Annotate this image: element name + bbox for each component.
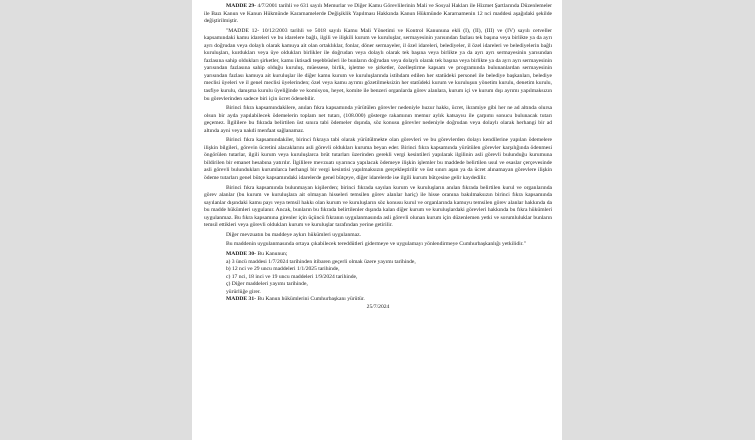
document-page <box>192 0 562 440</box>
article-30 <box>204 251 552 259</box>
quoted-paragraph: Birinci fıkra kapsamındakiler, birinci fıkraya tabi olarak yürütülmekte olan görevleri ve bu görevlerden dolayı kendilerine yapılan ödemelere ilişkin bilgileri, görevin ücretini alacaklarını asli görevli oldukları kuruma beyan eder. Birinci fıkra kapsamında yürütülen görevler karşılığında ödenmesi öngörülen tutarlar, ilgili kurum veya kuruluşlarca brüt tutarları üzerinden gerekli vergi kesintileri yapılarak ilgilinin asli görevli bulunduğu kurumuna bildirilen bir emanet hesabına yatırılır. İlgililere mevzuatı uyarınca yapılacak ödemeye ilişkin işlemler bu maddede belirtilen usul ve esaslar çerçevesinde asli görevli bulundukları kurumlarca herhangi bir vergi kesintisi yapılmaksızın gerçekleştirilir ve üst sınırı aşan ya da ücret alınamayan görevlere ilişkin ödeme tutarları genel bütçe kapsamındaki idarelerde genel bütçeye, diğer idarelerde ise ilgili kurum bütçesine gelir kaydedilir. <box>204 137 552 182</box>
article-31-lead: MADDE 31- <box>226 296 256 303</box>
quoted-paragraph: Birinci fıkra kapsamındakilere, anılan fıkra kapsamında yürütülen görevler nedeniyle huzur hakkı, ücret, ikramiye gibi her ne ad altında olursa olsun bir ayda yapılabilecek ödemelerin toplam net tutarı, (108.000) gösterge rakamının memur aylık katsayısı ile çarpımı sonucu bulunacak tutarı geçemez. İlgililere bu fıkrada belirtilen üst sınıra tabi ödemeler dışında, söz konusu görevler nedeniyle doğrudan veya dolaylı olarak herhangi bir ad altında ayni veya nakdi menfaat sağlanamaz. <box>204 105 552 134</box>
article-31-text: Bu Kanun hükümlerini Cumhurbaşkanı yürütür. <box>256 296 365 303</box>
article-30-item: b) 12 nci ve 29 uncu maddeleri 1/1/2025 tarihinde, <box>226 266 340 273</box>
article-29-text: 4/7/2001 tarihli ve 631 sayılı Memurlar ve Diğer Kamu Görevlilerinin Mali ve Sosyal Hakları ile Hizmet Şartlarında Düzenlemeler ile Bazı Kanun ve Kanun Hükmünde Kararnamelerde Değişiklik Yapılması Hakkında Kanun Hükmünde Kararnamenin 12 nci maddesi aşağıdaki şekilde değiştirilmiştir. <box>204 3 552 25</box>
article-29-lead: MADDE 29- <box>226 3 257 9</box>
article-29 <box>204 3 552 26</box>
quoted-paragraph: Bu maddenin uygulanmasında ortaya çıkabilecek tereddütleri gidermeye ve uygulamayı yönlendirmeye Cumhurbaşkanlığı yetkilidir." <box>226 241 526 248</box>
quoted-paragraph: Birinci fıkra kapsamında bulunmayan kişilerden; birinci fıkrada sayılan kurum ve kuruluşların anılan fıkrada belirtilen kurul ve organlarında görev alanlar (bu kurum ve kuruluşlara ait olmayan hisseleri temsilen görev alanlar hariç) ile hisse oranına bakılmaksızın birinci fıkra kapsamında sayılanlar dışındaki kamu payı veya temsil hakkı olan kurum ve kuruluşların söz konusu kurul ve organlarında kamuyu temsilen görev alanlar hakkında da bu madde hükümleri uygulanır. Ancak, bunların bu fıkrada belirtilenler dışında kalan diğer kurum ve kuruluşlardaki görevleri hakkında bu fıkra hükümleri uygulanmaz. Bu fıkra kapsamına girenler için üçüncü fıkranın uygulanmasında asli görevli olunan kurum için düzenlemen yetki ve sorumluluklar bunların temsil ettikleri veya görevli oldukları kurum ve kuruluşlar tarafından yerine getirilir. <box>204 184 552 229</box>
quoted-paragraph: Diğer mevzuatın bu maddeye aykırı hükümleri uygulanmaz. <box>226 231 361 238</box>
article-30-text: Bu Kanunun; <box>256 250 288 257</box>
article-30-item: c) 17 nci, 18 inci ve 19 uncu maddeleri 1/9/2024 tarihinde, <box>226 273 358 280</box>
quoted-paragraph: "MADDE 12- 10/12/2003 tarihli ve 5018 sayılı Kamu Mali Yönetimi ve Kontrol Kanununa ekli (I), (II), (III) ve (IV) sayılı cetveller kapsamındaki kamu idareleri ve bu idarelere bağlı, ilgili ve ilişkili kurum ve kuruluşlar, sermayesinin yarısından fazlası tek başına veya birlikte ya da ayrı ayrı doğrudan veya dolaylı olarak kamuya ait olan ortaklıklar, fonlar, döner sermayeler, il özel idareleri, belediyeler, il özel idareleri ve belediyelerin bağlı kuruluşları, kurdukları veya üye oldukları birlikler ile doğrudan veya dolaylı olarak tek başına veya birlikte ya da ayrı ayrı sermayesinin yarısından fazlasına sahip oldukları şirketler, kamu iktisadi teşebbüsleri ile bunların doğrudan veya dolaylı olarak tek başına veya birlikte ya da ayrı ayrı sermayesinin yarısından fazlasına sahip olduğu kuruluş, müessese, birlik, işletme ve şirketler, özelleştirme kapsam ve programında bulunanlardan sermayesinin yarısından fazlası kamuya ait kuruluşlar ile diğer kamu kurum ve kuruluşlarında istihdam edilen her statüdeki personel ile belediye başkanları, belediye meclisi üyeleri ve il genel meclisi üyelerinden; özel veya kamu ayrımı gözetilmeksizin her statüdeki kurum ve kuruluşun yönetim kurulu, denetim kurulu, tasfiye kurulu, danışma kurulu üyeliğinde ve komisyon, heyet, komite ile benzeri organlarda görev alanlara, kurum içi ve kurum dışı ayrımı yapılmaksızın bu görevlerinden sadece biri için ücret ödenebilir. <box>204 27 552 102</box>
document-date: 25/7/2024 <box>366 303 390 310</box>
article-30-lead: MADDE 30- <box>226 250 256 257</box>
article-30-closing: yürürlüğe girer. <box>226 288 261 295</box>
article-30-item: ç) Diğer maddeleri yayımı tarihinde, <box>226 281 308 288</box>
article-31 <box>204 296 552 304</box>
article-30-item: a) 3 üncü maddesi 1/7/2024 tarihinden itibaren geçerli olmak üzere yayımı tarihinde, <box>226 258 416 265</box>
